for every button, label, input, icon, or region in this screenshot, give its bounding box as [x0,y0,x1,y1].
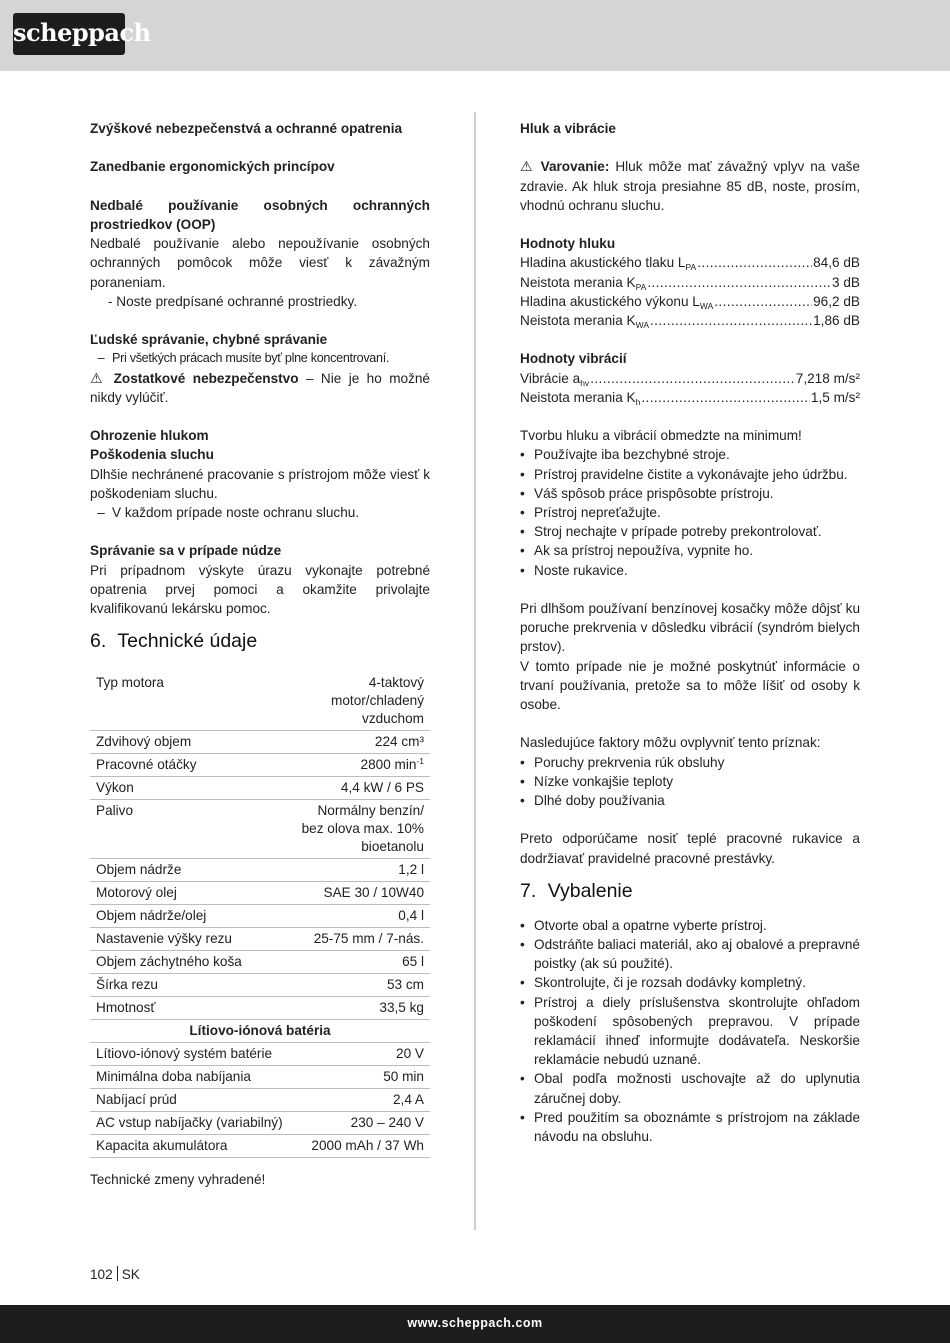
header-bar [0,0,950,71]
noise-row-label: Hladina akustického tlaku L [520,255,686,271]
noise-row-label: Neistota merania K [520,313,636,328]
heading-emergency: Správanie sa v prípade núdze [90,543,282,559]
warning-triangle-icon: ⚠ [520,158,535,175]
list-item: • Obal podľa možnosti uschovajte až do uplynutia záručnej doby. [520,1069,860,1107]
table-row [90,1066,430,1089]
spec-value: 53 cm [290,974,430,997]
table-row [90,1112,430,1135]
spec-value: 0,4 l [290,905,430,928]
noise-row-label: Hladina akustického výkonu L [520,293,700,309]
section-7-title: Vybalenie [547,879,633,902]
section-7-heading [520,878,860,904]
factors-text: Nasledujúce faktory môžu ovplyvniť tento príznak: [520,735,821,751]
table-row [90,1089,430,1112]
list-item: • Skontrolujte, či je rozsah dodávky kompletný. [520,973,860,992]
spec-value: 2000 mAh / 37 Wh [290,1135,430,1158]
list-item: • Používajte iba bezchybné stroje. [520,445,860,464]
spec-value: 25-75 mm / 7-nás. [290,928,430,951]
factors-list [520,753,860,811]
dash-marker: – [97,505,105,520]
spec-value: 1,2 l [290,859,430,882]
list-item-text: Skontrolujte, či je rozsah dodávky kompletný. [534,975,807,991]
list-item: • Pred použitím sa oboznámte s prístrojom na základe návodu na obsluhu. [520,1108,860,1146]
noise-row-value: 96,2 dB [813,293,860,309]
human-behaviour-item [90,349,430,368]
list-item: • Prístroj pravidelne čistite a vykonávajte jeho údržbu. [520,465,860,484]
minimize-text: Tvorbu hluku a vibrácií obmedzte na minimum! [520,428,802,444]
heading-noise-values: Hodnoty hluku [520,236,616,252]
list-item-text: Obal podľa možnosti uschovajte až do uplynutia záručnej doby. [534,1071,860,1106]
table-row [90,859,430,882]
emergency-text: Pri prípadnom výskyte úrazu vykonajte potrebné opatrenia prvej pomoci a okamžite privolajte kvalifikovanú lekársku pomoc. [90,562,430,616]
list-item: • Noste rukavice. [520,561,860,580]
list-item-text: Prístroj pravidelne čistite a vykonávajte jeho údržbu. [534,466,848,482]
residual-risk [90,369,430,407]
noise-warning [520,157,860,215]
spec-label: Lítiovo-iónový systém batérie [90,1043,290,1066]
spec-label: Objem záchytného koša [90,951,290,974]
table-row [90,731,430,754]
minimize-list [520,445,860,579]
residual-risk-text: – Nie je ho možné nikdy vylúčiť. [90,370,430,405]
list-item: • Poruchy prekrvenia rúk obsluhy [520,753,860,772]
spec-label: Nabíjací prúd [90,1089,290,1112]
noise-row [520,292,860,311]
spec-label: Minimálna doba nabíjania [90,1066,290,1089]
list-item-text: Noste rukavice. [534,562,628,578]
spec-label: Kapacita akumulátora [90,1135,290,1158]
list-item: • Odstráňte baliaci materiál, ako aj obalové a prepravné poistky (ak sú použité). [520,935,860,973]
list-item-text: Otvorte obal a opatrne vyberte prístroj. [534,917,767,933]
table-row [90,777,430,800]
noise-row-value: 84,6 dB [813,255,860,271]
footer-bar [0,1305,950,1343]
noise-row [520,273,860,292]
list-item: • Stroj nechajte v prípade potreby prekontrolovať. [520,522,860,541]
ppe-item: - Noste predpísané ochranné prostriedky. [108,293,358,309]
spec-label: AC vstup nabíjačky (variabilný) [90,1112,290,1135]
list-item-text: Dlhé doby používania [534,793,665,809]
hearing-item-text: V každom prípade noste ochranu sluchu. [112,505,360,520]
noise-row [520,311,860,330]
table-row [90,1135,430,1158]
list-item: • Otvorte obal a opatrne vyberte prístroj. [520,916,860,935]
list-item: • Prístroj nepreťažujte. [520,503,860,522]
spec-label: Zdvihový objem [90,731,290,754]
section-7-number: 7. [520,879,537,902]
table-row [90,1020,430,1043]
spec-label: Objem nádrže [90,859,290,882]
spec-value: 4,4 kW / 6 PS [290,777,430,800]
long-use-text-2: V tomto prípade nie je možné poskytnúť informácie o trvaní používania, pretože sa to môže líšiť od osoby k osobe. [520,658,860,713]
spec-value-sup: -1 [416,756,424,767]
list-item: • Nízke vonkajšie teploty [520,772,860,791]
spec-label: Pracovné otáčky [90,754,290,777]
list-item-text: Pred použitím sa oboznámte s prístrojom na základe návodu na obsluhu. [534,1109,860,1145]
warning-text: Hluk môže mať závažný vplyv na vaše zdravie. Ak hluk stroja presiahne 85 dB, noste, prosím, vhodnú ochranu sluchu. [520,159,860,213]
noise-row-sub: PA [685,262,697,273]
spec-label: Objem nádrže/olej [90,905,290,928]
table-row [90,951,430,974]
vibration-row [520,388,860,407]
spec-label: Palivo [90,800,290,859]
heading-human-behaviour: Ľudské správanie, chybné správanie [90,332,328,348]
spec-table [90,670,430,1158]
section-6-title: Technické údaje [117,630,258,653]
list-item-text: Váš spôsob práce prispôsobte prístroju. [534,485,774,501]
table-row [90,974,430,997]
hearing-item [90,503,430,522]
vibration-row-value: 1,5 m/s² [810,389,860,405]
right-column [520,119,860,1146]
unpack-list [520,916,860,1146]
left-column [90,119,430,1189]
spec-value: 4-taktový motor/chladený vzduchom [290,670,430,731]
list-item: • Váš spôsob práce prispôsobte prístroju. [520,484,860,503]
warning-label: Varovanie: [540,159,610,175]
noise-row-label: Neistota merania K [520,274,636,290]
noise-row-value: 1,86 dB [813,313,860,328]
vibration-row-value: 7,218 m/s² [795,370,860,386]
spec-value: 65 l [290,951,430,974]
section-6-heading [90,628,430,654]
long-use-text: Pri dlhšom používaní benzínovej kosačky môže dôjsť ku poruche prekrvenia v dôsledku vibrácií (syndróm bielych prstov). [520,601,860,655]
column-divider [474,112,476,1230]
vibration-row-label: Neistota merania K [520,389,636,405]
ppe-text: Nedbalé používanie alebo nepoužívanie osobných ochranných pomôcok môže viesť k závažným poraneniam. [90,236,430,290]
spec-value: 2,4 A [290,1089,430,1112]
list-item-text: Poruchy prekrvenia rúk obsluhy [534,754,725,770]
spec-label: Typ motora [90,670,290,731]
vibration-row-sub: hv [580,377,590,388]
heading-noise-hazard: Ohrozenie hlukom [90,428,209,444]
noise-row-value: 3 dB [832,274,860,290]
vibration-row [520,369,860,388]
scheppach-logo: scheppach [13,13,125,55]
spec-value: 33,5 kg [290,997,430,1020]
table-row [90,997,430,1020]
page-number [90,1265,140,1284]
table-row [90,1043,430,1066]
list-item-text: Prístroj a diely príslušenstva skontrolujte ohľadom poškodení spôsobených prepravou. V prípade reklamácií ihneď informujte dodávateľa. Neskoršie reklamácie nebudú uznané. [534,994,860,1068]
list-item: • Dlhé doby používania [520,791,860,810]
list-item-text: Stroj nechajte v prípade potreby prekontrolovať. [534,524,822,540]
spec-label: Hmotnosť [90,997,290,1020]
spec-label: Nastavenie výšky rezu [90,928,290,951]
hearing-text: Dlhšie nechránené pracovanie s prístrojom môže viesť k poškodeniam sluchu. [90,466,430,501]
residual-risk-title: Zostatkové nebezpečenstvo [113,370,299,386]
spec-value: Normálny benzín/ bez olova max. 10% bioetanolu [290,800,430,859]
spec-value: 20 V [290,1043,430,1066]
heading-hearing-damage: Poškodenia sluchu [90,447,214,463]
spec-value-text: 2800 min [360,757,417,773]
spec-label: Motorový olej [90,882,290,905]
warning-triangle-icon: ⚠ [90,369,107,386]
list-item-text: Odstráňte baliaci materiál, ako aj obalové a prepravné poistky (ak sú použité). [534,937,860,972]
noise-row [520,253,860,272]
language-code: SK [121,1267,140,1282]
list-item-text: Prístroj nepreťažujte. [534,505,661,520]
list-item-text: Ak sa prístroj nepoužíva, vypnite ho. [534,543,754,559]
website-link[interactable]: www.scheppach.com [407,1316,543,1330]
table-row [90,928,430,951]
heading-vibration-values: Hodnoty vibrácií [520,351,627,367]
spec-value: 230 – 240 V [290,1112,430,1135]
vibration-row-label: Vibrácie a [520,370,581,386]
gloves-text: Preto odporúčame nosiť teplé pracovné rukavice a dodržiavať pravidelné pracovné prestávky. [520,831,860,866]
spec-value: SAE 30 / 10W40 [290,882,430,905]
table-row [90,882,430,905]
section-6-number: 6. [90,630,107,653]
page-separator [117,1266,118,1281]
spec-value: 50 min [290,1066,430,1089]
heading-hazards: Zvýškové nebezpečenstvá a ochranné opatrenia [90,121,403,136]
heading-ppe: Nedbalé používanie osobných ochranných prostriedkov (OOP) [90,197,430,232]
human-behaviour-text: Pri všetkých prácach musíte byť plne koncentrovaní. [112,351,390,366]
spec-label: Výkon [90,777,290,800]
changes-note: Technické zmeny vyhradené! [90,1172,266,1188]
page-number-value: 102 [90,1267,113,1282]
spec-label: Šírka rezu [90,974,290,997]
table-row [90,754,430,777]
battery-heading: Lítiovo-iónová batéria [90,1020,430,1043]
heading-noise-vibration: Hluk a vibrácie [520,121,616,136]
list-item-text: Používajte iba bezchybné stroje. [534,447,730,463]
table-row [90,905,430,928]
noise-row-sub: WA [699,300,714,311]
spec-value: 224 cm³ [290,731,430,754]
table-row [90,670,430,731]
table-row [90,800,430,859]
noise-row-sub: WA [635,320,649,330]
list-item: • Ak sa prístroj nepoužíva, vypnite ho. [520,541,860,560]
vibration-row-sub: h [635,396,641,407]
heading-ergonomics: Zanedbanie ergonomických princípov [90,159,335,175]
list-item-text: Nízke vonkajšie teploty [534,773,674,789]
list-item: • Prístroj a diely príslušenstva skontrolujte ohľadom poškodení spôsobených prepravou. V prípade reklamácií ihneď informujte dodávateľa. Neskoršie reklamácie nebudú uznané. [520,993,860,1070]
noise-row-sub: PA [635,281,647,292]
spec-value [290,754,430,777]
dash-marker: – [97,351,105,366]
